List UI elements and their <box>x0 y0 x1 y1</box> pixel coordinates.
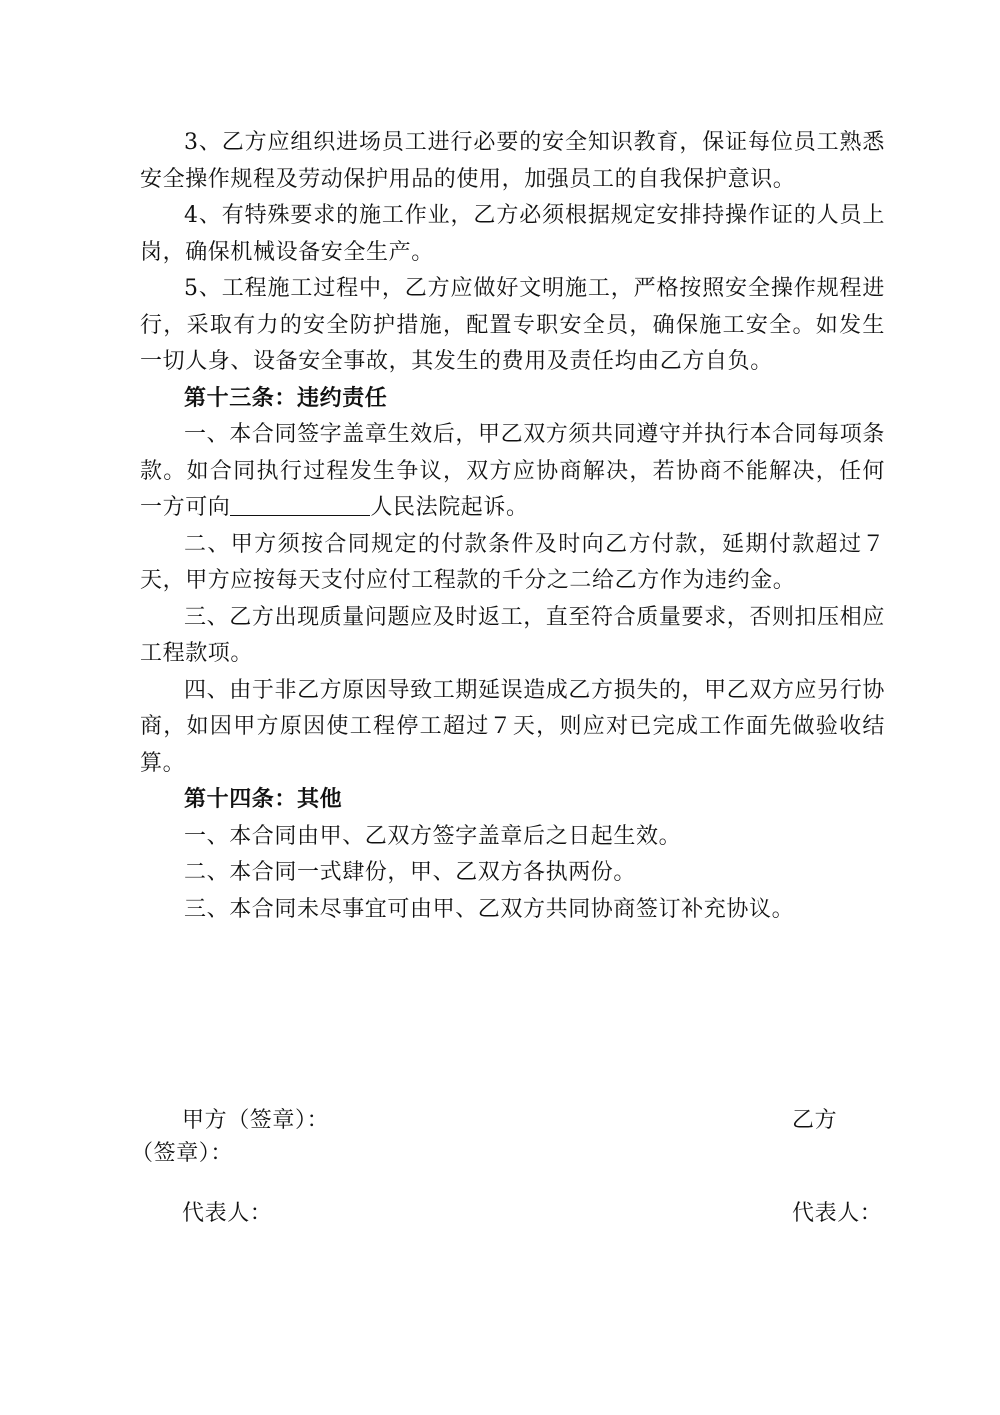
article-13-heading: 第十三条：违约责任 <box>184 385 388 411</box>
article-14-item-1: 一、本合同由甲、乙双方签字盖章后之日起生效。 <box>184 823 682 849</box>
article-13-item-1 <box>140 417 885 527</box>
article-14-heading: 第十四条：其他 <box>184 787 343 812</box>
article-13-item-4: 四、由于非乙方原因导致工期延误造成乙方损失的，甲乙双方应另行协商，如因甲方原因使工程停工超过７天，则应对已完成工作面先做验收结算。 <box>140 677 885 776</box>
article-14-item-3: 三、本合同未尽事宜可由甲、乙双方共同协商签订补充协议。 <box>184 896 795 922</box>
clause-4: 4、有特殊要求的施工作业，乙方必须根据规定安排持操作证的人员上岗，确保机械设备安全生产。 <box>140 203 885 265</box>
party-b-signature-label: 乙方 <box>792 1108 838 1133</box>
article-13-item-3: 三、乙方出现质量问题应及时返工，直至符合质量要求，否则扣压相应工程款项。 <box>140 604 885 666</box>
article-14-item-2: 二、本合同一式肆份，甲、乙双方各执两份。 <box>184 860 637 885</box>
clause-5: 5、工程施工过程中，乙方应做好文明施工，严格按照安全操作规程进行，采取有力的安全防护措施，配置专职安全员，确保施工安全。如发生一切人身、设备安全事故，其发生的费用及责任均由乙方自负。 <box>140 276 885 374</box>
clause-3: 3、乙方应组织进场员工进行必要的安全知识教育，保证每位员工熟悉安全操作规程及劳动保护用品的使用，加强员工的自我保护意识。 <box>140 130 885 192</box>
party-a-representative-label: 代表人： <box>182 1201 273 1226</box>
article-13-item-1-text: 一、本合同签字盖章生效后，甲乙双方须共同遵守并执行本合同每项条款。如合同执行过程发生争议，双方应协商解决，若协商不能解决，任何一方可向 <box>140 422 885 520</box>
party-a-signature-label: 甲方（签章）： <box>182 1108 330 1133</box>
party-b-representative-label: 代表人： <box>792 1201 883 1226</box>
article-13-item-1-tail: 人民法院起诉。 <box>370 495 529 520</box>
contract-body <box>140 125 885 928</box>
party-b-signature-label-cont: （签章）： <box>131 1141 234 1166</box>
article-13-item-2: 二、甲方须按合同规定的付款条件及时向乙方付款，延期付款超过７天，甲方应按每天支付应付工程款的千分之二给乙方作为违约金。 <box>140 531 885 593</box>
court-name-blank <box>230 495 370 516</box>
